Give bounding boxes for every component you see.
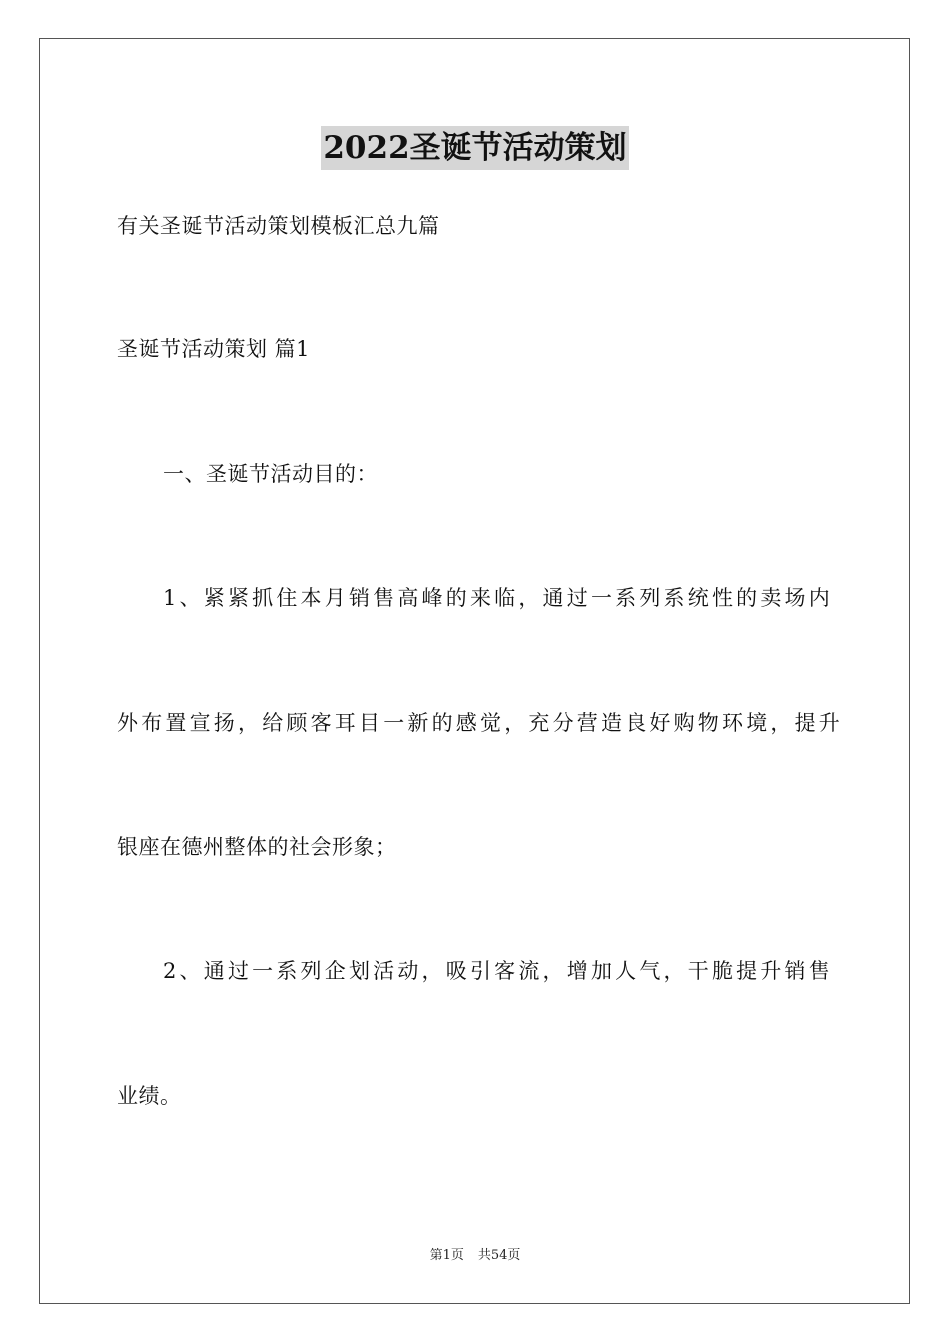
subtitle-line: 有关圣诞节活动策划模板汇总九篇 xyxy=(117,214,440,238)
document-title: 2022圣诞节活动策划 xyxy=(321,126,628,170)
paragraph-heading: 一、圣诞节活动目的： xyxy=(163,462,378,486)
page-total: 共54页 xyxy=(477,1248,521,1263)
page-number: 第1页 xyxy=(429,1248,464,1263)
section-heading: 圣诞节活动策划 篇1 xyxy=(117,337,311,361)
page-footer xyxy=(0,1247,950,1265)
paragraph-line: 外布置宣扬，给顾客耳目一新的感觉，充分营造良好购物环境，提升 xyxy=(117,711,843,735)
paragraph-line: 1、紧紧抓住本月销售高峰的来临，通过一系列系统性的卖场内 xyxy=(163,586,833,610)
document-title-block xyxy=(0,126,950,170)
paragraph-line: 2、通过一系列企划活动，吸引客流，增加人气，干脆提升销售 xyxy=(163,959,833,983)
paragraph-line: 业绩。 xyxy=(117,1084,182,1108)
paragraph-line: 银座在德州整体的社会形象； xyxy=(117,835,397,859)
